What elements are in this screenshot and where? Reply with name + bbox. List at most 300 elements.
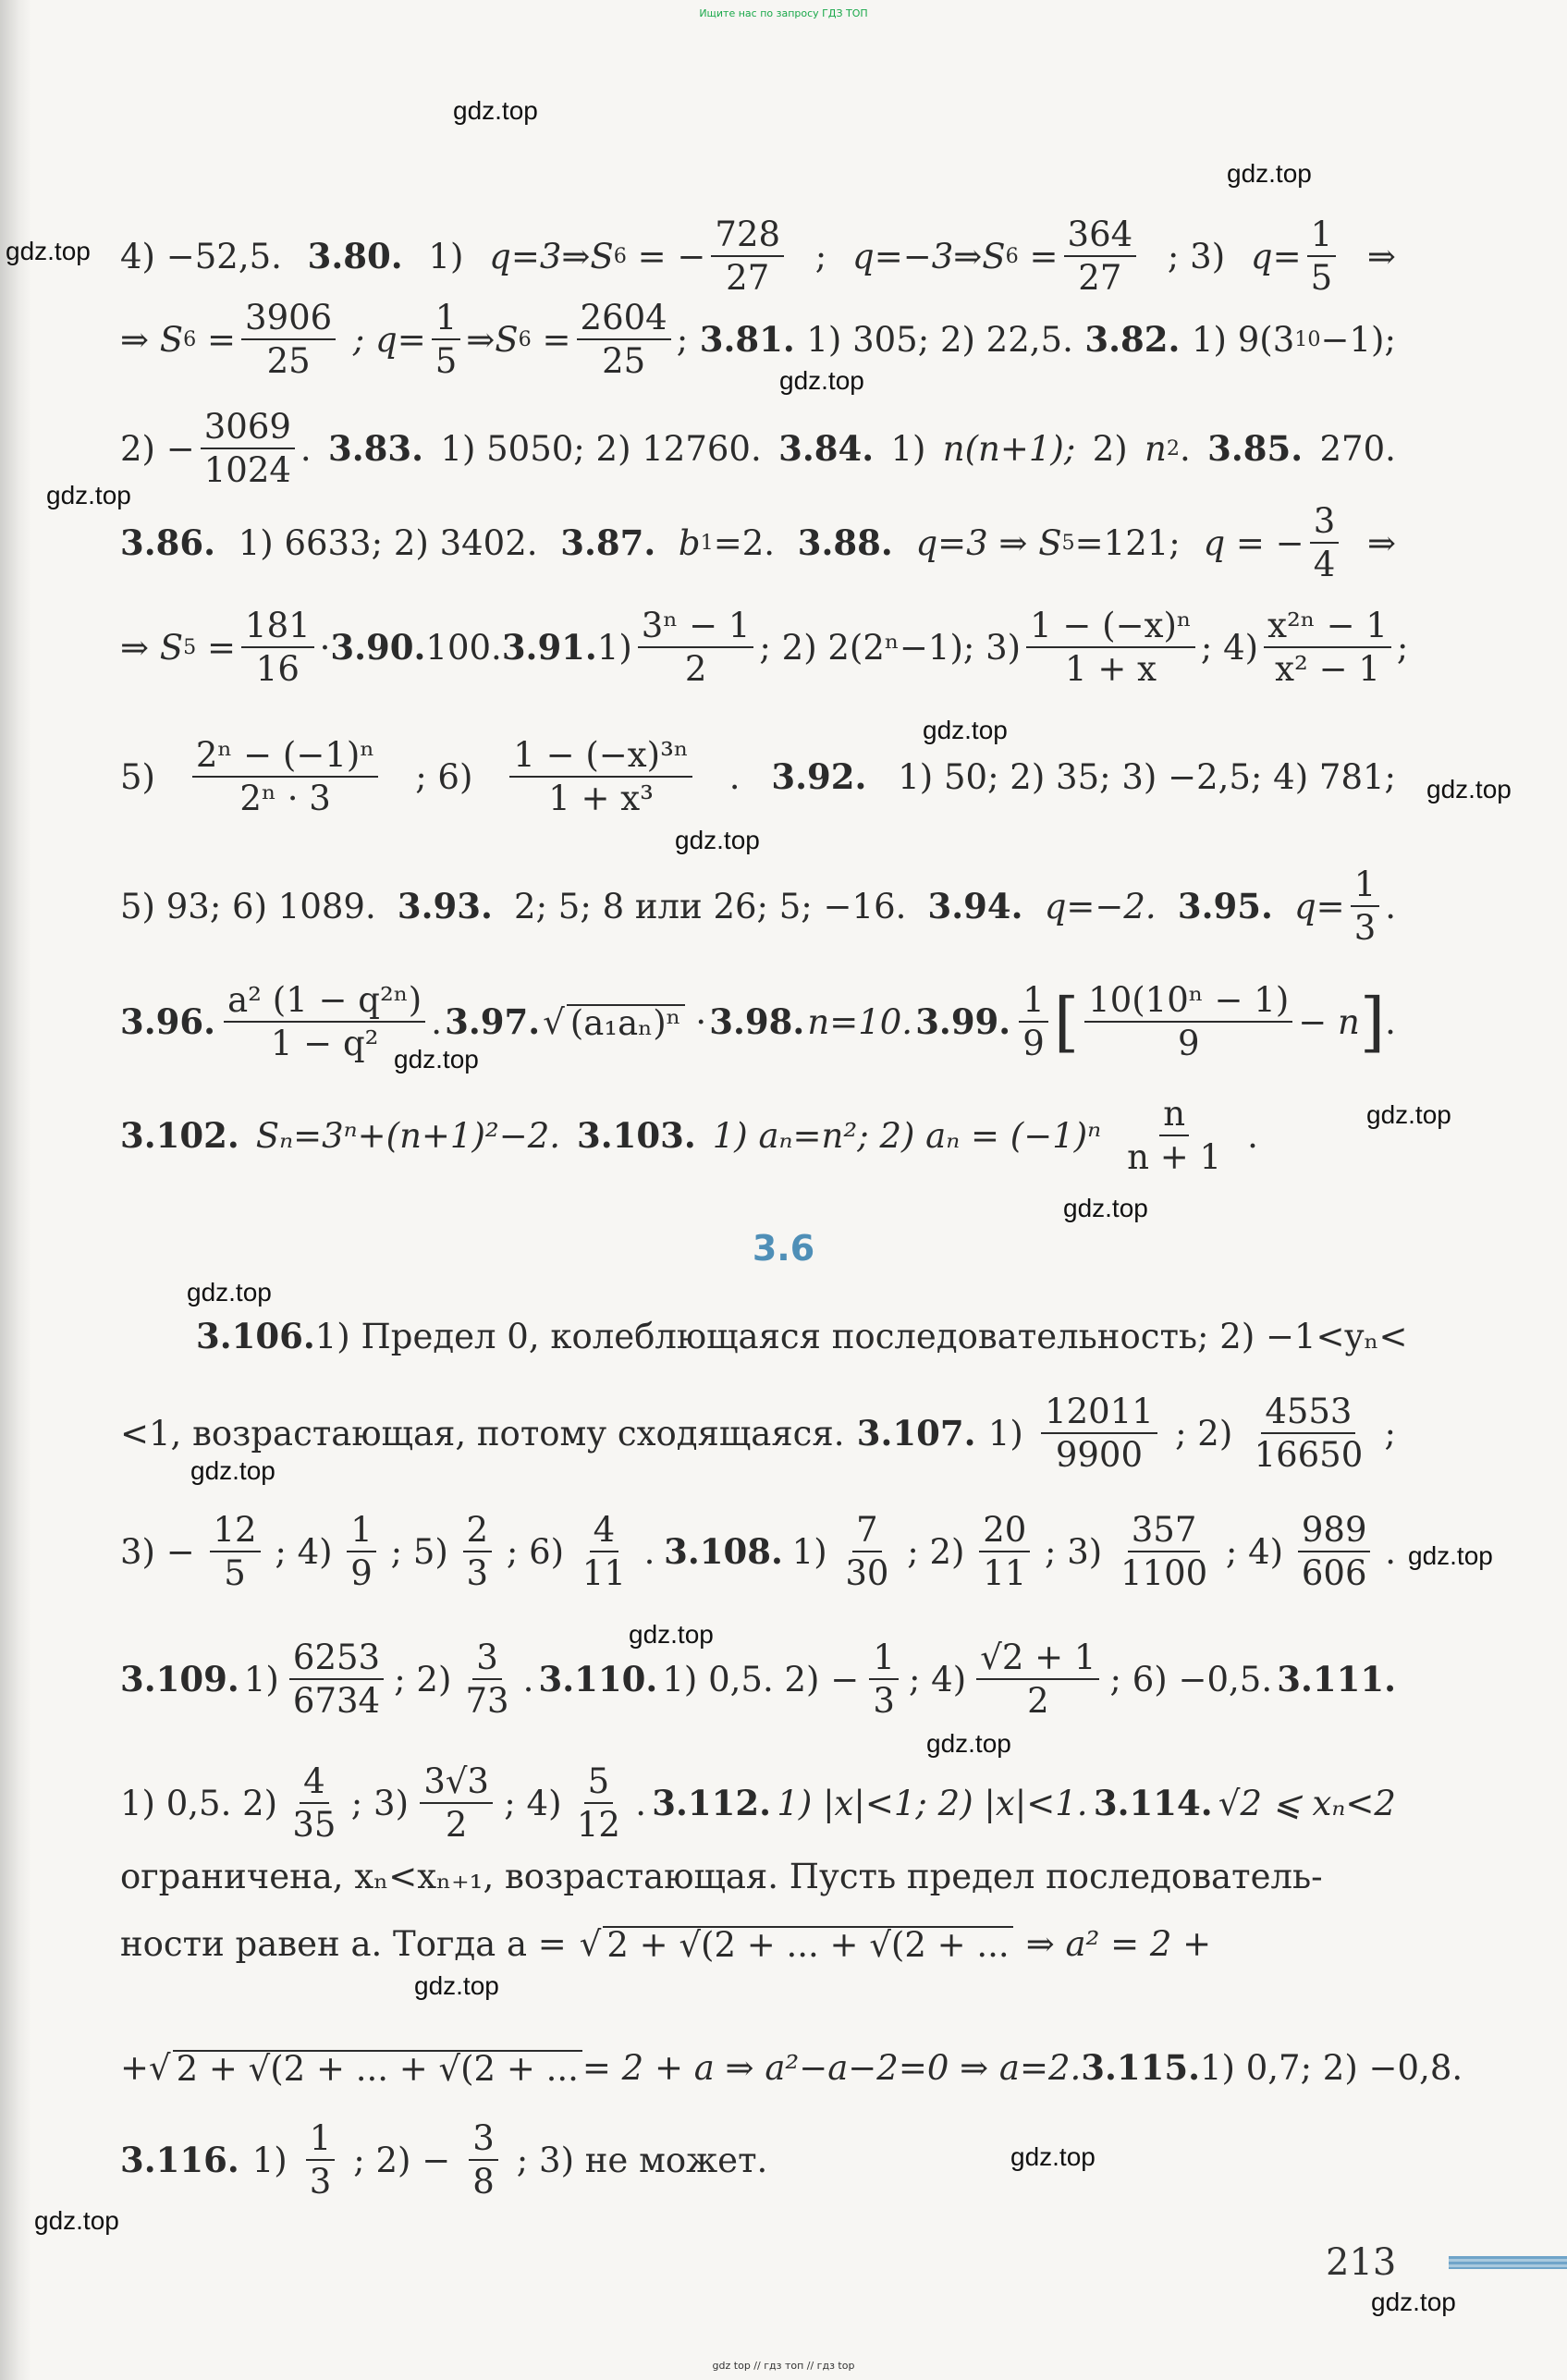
problem-number: 3.97.	[445, 1000, 541, 1042]
problem-number: 3.84.	[778, 427, 875, 469]
expression	[1250, 215, 1341, 298]
fraction	[224, 980, 425, 1063]
text: .	[431, 1001, 442, 1042]
fraction	[1264, 606, 1391, 689]
text: 1)	[243, 1659, 279, 1699]
fraction	[841, 1510, 892, 1593]
fraction	[1117, 1510, 1211, 1593]
expression: √ (a₁aₙ)ⁿ ·	[543, 1001, 707, 1043]
text: − n	[1298, 1001, 1360, 1042]
numerator: 1	[306, 2121, 336, 2161]
numerator: 728	[711, 217, 784, 257]
exponent: 10	[1294, 326, 1321, 351]
problem-number: 3.90.	[330, 626, 426, 668]
problem-number: 3.80.	[307, 235, 403, 276]
text: ; 2)	[1175, 1413, 1233, 1454]
text: 1) 305; 2) 22,5.	[806, 319, 1073, 360]
fraction	[711, 215, 784, 298]
answer-line-16	[120, 1916, 1396, 1971]
fraction	[1026, 606, 1195, 689]
expression	[1294, 865, 1396, 948]
numerator: 5	[584, 1764, 614, 1804]
text: ; 4)	[1200, 627, 1259, 668]
text: <1, возрастающая, потому сходящаяся.	[120, 1413, 845, 1454]
denominator: 25	[266, 341, 311, 381]
denominator: 3	[873, 1681, 895, 1721]
denominator: 11	[983, 1553, 1027, 1593]
denominator: 25	[602, 341, 646, 381]
answer-line-7	[120, 860, 1396, 952]
expression	[489, 215, 790, 298]
text: 1) 0,7; 2) −0,8.	[1200, 2047, 1463, 2088]
expression: ; q= $\frac{1}{5}$ ⇒S 6 = $\frac{2604}{25}$ ;	[352, 298, 689, 381]
fraction	[509, 735, 692, 818]
fraction	[1084, 980, 1292, 1063]
denominator: 1 − q²	[270, 1024, 379, 1063]
denominator: 5	[1310, 258, 1333, 298]
text: 1) 0,5. 2)	[120, 1783, 278, 1823]
text: 1)	[890, 428, 926, 469]
numerator: a² (1 − q²ⁿ)	[224, 983, 425, 1023]
fraction	[201, 407, 295, 490]
expression	[678, 522, 776, 563]
watermark: gdz.top	[1371, 2288, 1456, 2316]
text: 1) 5050; 2) 12760.	[440, 428, 762, 469]
text: ;	[1384, 1413, 1396, 1454]
numerator: 2	[463, 1513, 493, 1552]
expression	[120, 298, 341, 381]
denominator: 4	[1313, 545, 1336, 584]
text: ⇒ S	[120, 627, 184, 668]
watermark: gdz.top	[1366, 1100, 1451, 1129]
denominator: 73	[465, 1681, 509, 1721]
answer-line-1	[120, 215, 1396, 298]
text: 5) 93; 6) 1089.	[120, 886, 376, 926]
watermark: gdz.top	[34, 2206, 119, 2235]
problem-number: 3.94.	[927, 885, 1023, 926]
bottom-banner: gdz top // гдз топ // гдз top	[712, 2360, 855, 2372]
text: Sₙ=3ⁿ+(n+1)²−2.	[255, 1115, 561, 1156]
denominator: 9900	[1055, 1435, 1144, 1475]
text: 1) Предел 0, колеблющаяся последовательность; 2) −1<yₙ<	[314, 1316, 1408, 1356]
fraction	[420, 1761, 493, 1845]
numerator: √2 + 1	[976, 1640, 1099, 1680]
text: = −	[637, 236, 706, 276]
text: n=10.	[807, 1001, 913, 1042]
fraction	[1019, 980, 1048, 1063]
watermark: gdz.top	[1227, 159, 1312, 188]
watermark: gdz.top	[187, 1278, 272, 1307]
numerator: 20	[979, 1513, 1030, 1552]
denominator: 9	[350, 1553, 373, 1593]
text: ; 3)	[350, 1783, 409, 1823]
fraction	[1041, 1392, 1157, 1475]
problem-number: 3.103.	[577, 1114, 696, 1156]
numerator: 4	[590, 1513, 619, 1552]
expression	[1203, 501, 1344, 584]
numerator: 7	[852, 1513, 882, 1552]
denominator: 5	[224, 1553, 246, 1593]
text: ⇒S	[466, 319, 519, 360]
numerator: 364	[1064, 217, 1137, 257]
text: 2) −	[120, 428, 195, 469]
answer-line-17	[120, 2040, 1463, 2095]
numerator: 989	[1298, 1513, 1371, 1552]
answer-line-9	[120, 1089, 1396, 1182]
answer-line-2	[120, 298, 1396, 381]
answer-line-6	[120, 730, 1396, 823]
problem-number: 3.86.	[120, 521, 215, 563]
text: q=3⇒S	[489, 236, 614, 276]
text: q=3 ⇒ S	[915, 522, 1062, 563]
text: .	[522, 1659, 534, 1699]
expression: $\frac{1}{9}$ [ $\frac{\text{10(10ⁿ − 1)}}{9}$ − n ] .	[1013, 983, 1396, 1061]
answer-line-14	[120, 1757, 1396, 1849]
text: 2)	[1092, 428, 1128, 469]
sqrt-radicand: 2 + √(2 + ... + √(2 + ...	[173, 2050, 582, 2086]
denominator: 1024	[203, 450, 291, 490]
text: =	[207, 627, 237, 668]
exponent: 2	[1166, 436, 1181, 460]
sqrt-radicand: 2 + √(2 + ... + √(2 + ...	[603, 1926, 1012, 1962]
text: +	[120, 2047, 150, 2088]
answer-line-8	[120, 971, 1396, 1073]
problem-number: 3.110.	[538, 1658, 658, 1699]
text: 1)	[251, 2140, 288, 2180]
text: ; 2)	[394, 1659, 452, 1699]
expression	[915, 522, 1181, 563]
text: n	[1145, 428, 1167, 469]
denominator: 16	[255, 649, 300, 689]
problem-number: 3.111.	[1277, 1658, 1396, 1699]
subscript: 5	[183, 634, 197, 659]
numerator: 181	[241, 608, 314, 648]
text: ⇒	[1366, 522, 1396, 563]
answer-line-10	[196, 1313, 1408, 1359]
expression	[596, 606, 760, 689]
denominator: 11	[582, 1553, 626, 1593]
fraction	[1310, 501, 1340, 584]
denominator: 5	[435, 341, 458, 381]
numerator: 2ⁿ − (−1)ⁿ	[192, 738, 379, 778]
watermark: gdz.top	[6, 237, 91, 265]
text: =	[207, 319, 237, 360]
problem-number: 3.92.	[771, 755, 867, 797]
text: .	[1385, 1001, 1396, 1042]
text: .	[300, 428, 312, 469]
text: 1) 9(3	[1192, 319, 1295, 360]
watermark: gdz.top	[629, 1620, 714, 1649]
numerator: 1	[347, 1513, 376, 1552]
text: =	[1029, 236, 1059, 276]
text: ·	[695, 1001, 707, 1042]
text: 1)	[596, 627, 632, 668]
fraction	[1064, 215, 1137, 298]
text: ; 4)	[504, 1783, 562, 1823]
watermark: gdz.top	[46, 481, 131, 509]
answer-line-11	[120, 1387, 1396, 1479]
answer-line-15	[120, 1853, 1396, 1899]
text: ; 4)	[1225, 1531, 1284, 1572]
problem-number: 3.107.	[856, 1412, 976, 1454]
numerator: 12	[210, 1513, 261, 1552]
text: .	[1385, 886, 1396, 926]
watermark: gdz.top	[675, 826, 760, 854]
expression	[120, 407, 312, 490]
denominator: 2	[1027, 1681, 1049, 1721]
numerator: 3√3	[420, 1764, 493, 1804]
answer-line-18	[120, 2114, 1396, 2206]
text: 1)	[791, 1531, 827, 1572]
fraction	[469, 2118, 498, 2202]
text: .	[728, 756, 741, 797]
denominator: 2	[445, 1805, 468, 1845]
watermark: gdz.top	[923, 716, 1008, 744]
text: ; 4)	[908, 1659, 967, 1699]
expression	[1192, 319, 1396, 360]
subscript: 1	[700, 530, 714, 555]
text: ; 2) −	[353, 2140, 451, 2180]
numerator: 357	[1128, 1513, 1201, 1552]
top-banner: Ищите нас по запросу ГДЗ ТОП	[699, 7, 868, 19]
numerator: 1	[1307, 217, 1337, 257]
answer-line-3	[120, 407, 1396, 490]
text: .	[1180, 428, 1191, 469]
text: 1)	[987, 1413, 1023, 1454]
expression	[852, 215, 1142, 298]
text: 3) −	[120, 1531, 195, 1572]
numerator: 1	[432, 301, 461, 340]
denominator: 2	[684, 649, 707, 689]
watermark: gdz.top	[1408, 1541, 1493, 1570]
text: ·	[319, 627, 331, 668]
numerator: 4553	[1261, 1394, 1355, 1434]
problem-number: 3.96.	[120, 1000, 215, 1042]
problem-number: 3.109.	[120, 1658, 239, 1699]
text: ; 6)	[506, 1531, 565, 1572]
denominator: 9	[1022, 1024, 1045, 1063]
fraction	[976, 1638, 1099, 1721]
fraction	[577, 298, 671, 381]
fraction	[869, 1638, 899, 1721]
problem-number: 3.91.	[501, 626, 597, 668]
text: ⇒ S	[120, 319, 184, 360]
watermark: gdz.top	[926, 1729, 1011, 1758]
fraction	[306, 2118, 336, 2202]
problem-number: 3.99.	[915, 1000, 1011, 1042]
expression	[218, 980, 442, 1063]
fraction	[1298, 1510, 1371, 1593]
fraction	[573, 1761, 624, 1845]
text: ; q=	[352, 319, 426, 360]
denominator: 3	[466, 1553, 489, 1593]
answer-line-12	[120, 1505, 1396, 1598]
problem-number: 3.88.	[797, 521, 893, 563]
book-spine-shadow	[0, 0, 31, 2380]
numerator: 1	[1351, 867, 1380, 907]
text: 1) 50; 2) 35; 3) −2,5; 4) 781;	[898, 756, 1396, 797]
text: ⇒	[1366, 236, 1396, 276]
subscript: 6	[1005, 243, 1019, 268]
numerator: 12011	[1041, 1394, 1157, 1434]
numerator: 1 − (−x)³ⁿ	[509, 738, 692, 778]
denominator: 27	[726, 258, 770, 298]
expression	[1145, 428, 1191, 469]
page-number: 213	[1326, 2241, 1397, 2284]
text: 4) −52,5.	[120, 236, 282, 276]
text: ограничена, xₙ<xₙ₊₁, возрастающая. Пусть предел последователь-	[120, 1856, 1323, 1896]
fraction	[1123, 1094, 1225, 1177]
numerator: 1	[869, 1640, 899, 1680]
text: q=	[1294, 886, 1345, 926]
denominator: 1 + x	[1065, 649, 1157, 689]
numerator: 3	[469, 2121, 498, 2161]
watermark: gdz.top	[190, 1456, 275, 1485]
fraction	[461, 1638, 512, 1721]
expression: + √ 2 + √(2 + ... + √(2 + ...	[120, 2050, 582, 2086]
denominator: 9	[1177, 1024, 1200, 1063]
text: 100.	[425, 627, 502, 668]
problem-number: 3.81.	[699, 318, 795, 360]
text: −1);	[1320, 319, 1396, 360]
problem-number: 3.82.	[1084, 318, 1181, 360]
problem-number: 3.114.	[1093, 1782, 1213, 1823]
sqrt-radicand: (a₁aₙ)ⁿ	[567, 1004, 685, 1040]
fraction	[241, 606, 314, 689]
text: ⇒ a² = 2 +	[1025, 1923, 1212, 1964]
numerator: 3	[1310, 504, 1340, 544]
numerator: 4	[300, 1764, 329, 1804]
text: ; 2) 2(2ⁿ−1); 3)	[759, 627, 1022, 668]
text: ; 3)	[1045, 1531, 1103, 1572]
text: .	[643, 1531, 655, 1572]
watermark: gdz.top	[1426, 775, 1512, 804]
numerator: x²ⁿ − 1	[1264, 608, 1391, 648]
text: 1) |x|<1; 2) |x|<1.	[777, 1783, 1088, 1823]
text: q=−3⇒S	[852, 236, 1006, 276]
subscript: 6	[183, 326, 197, 351]
numerator: 3069	[201, 410, 295, 449]
text: √2 ⩽ xₙ<2	[1218, 1783, 1396, 1823]
fraction	[1307, 215, 1337, 298]
denominator: 16650	[1254, 1435, 1364, 1475]
denominator: 30	[845, 1553, 889, 1593]
problem-number: 3.93.	[397, 885, 493, 926]
text: ;	[814, 236, 827, 276]
denominator: n + 1	[1127, 1137, 1222, 1177]
problem-number: 3.106.	[196, 1315, 315, 1356]
text: ности равен a. Тогда a =	[120, 1923, 567, 1964]
numerator: 3906	[241, 301, 336, 340]
text: .	[1247, 1115, 1258, 1156]
text: = 2 + a ⇒ a²−a−2=0 ⇒ a=2.	[582, 2047, 1082, 2088]
fraction	[192, 735, 379, 818]
text: ; 3) не может.	[516, 2140, 768, 2180]
answer-line-13	[120, 1633, 1396, 1725]
problem-number: 3.83.	[328, 427, 424, 469]
numerator: 1	[1019, 983, 1048, 1023]
text: .	[1385, 1531, 1396, 1572]
fraction	[463, 1510, 493, 1593]
text: 1) aₙ=n²; 2) aₙ = (−1)ⁿ	[712, 1115, 1102, 1156]
numerator: n	[1159, 1097, 1189, 1136]
denominator: 3	[1353, 908, 1377, 948]
denominator: 1 + x³	[548, 779, 654, 818]
text: n(n+1);	[942, 428, 1076, 469]
denominator: 3	[309, 2162, 332, 2202]
text: 2; 5; 8 или 26; 5; −16.	[514, 886, 907, 926]
denominator: 2ⁿ · 3	[239, 779, 331, 818]
text: =2.	[713, 522, 776, 563]
text: 1) 6633; 2) 3402.	[238, 522, 538, 563]
text: ;	[1396, 627, 1409, 668]
denominator: 1100	[1120, 1553, 1208, 1593]
text: q=	[1250, 236, 1302, 276]
numerator: 3ⁿ − 1	[638, 608, 754, 648]
expression	[120, 606, 331, 689]
fraction	[432, 298, 461, 381]
fraction	[979, 1510, 1030, 1593]
denominator: 12	[576, 1805, 620, 1845]
subscript: 6	[518, 326, 532, 351]
problem-number: 3.85.	[1207, 427, 1304, 469]
numerator: 3	[472, 1640, 502, 1680]
denominator: 8	[472, 2162, 495, 2202]
subscript: 6	[613, 243, 627, 268]
numerator: 6253	[289, 1640, 384, 1680]
fraction	[288, 1761, 339, 1845]
problem-number: 3.112.	[652, 1782, 772, 1823]
subscript: 5	[1061, 530, 1075, 555]
watermark: gdz.top	[453, 96, 538, 125]
section-title: 3.6	[752, 1228, 815, 1269]
numerator: 1 − (−x)ⁿ	[1026, 608, 1195, 648]
text: ; 6) −0,5.	[1109, 1659, 1273, 1699]
denominator: 6734	[292, 1681, 381, 1721]
page-number-bar	[1449, 2256, 1567, 2269]
fraction	[347, 1510, 376, 1593]
watermark: gdz.top	[1063, 1194, 1148, 1222]
text: 270.	[1319, 428, 1396, 469]
answer-line-4	[120, 501, 1396, 584]
denominator: 606	[1301, 1553, 1367, 1593]
numerator: 2604	[577, 301, 671, 340]
text: b	[678, 522, 701, 563]
problem-number: 3.108.	[664, 1530, 783, 1572]
text: ; 3)	[1167, 236, 1226, 276]
numerator: 10(10ⁿ − 1)	[1084, 983, 1292, 1023]
answer-line-5	[120, 601, 1409, 693]
fraction	[1351, 865, 1380, 948]
fraction	[579, 1510, 630, 1593]
denominator: x² − 1	[1275, 649, 1380, 689]
watermark: gdz.top	[779, 366, 864, 395]
fraction	[1251, 1392, 1367, 1475]
problem-number: 3.115.	[1081, 2046, 1200, 2088]
text: 1) 0,5. 2) −	[662, 1659, 860, 1699]
fraction	[241, 298, 336, 381]
text: ; 2)	[907, 1531, 965, 1572]
denominator: 27	[1078, 258, 1122, 298]
fraction	[289, 1638, 384, 1721]
problem-number: 3.102.	[120, 1114, 239, 1156]
text: ; 6)	[415, 756, 473, 797]
denominator: 35	[292, 1805, 337, 1845]
fraction	[638, 606, 754, 689]
expression: √ 2 + √(2 + ... + √(2 + ...	[580, 1926, 1013, 1962]
text: =121;	[1074, 522, 1181, 563]
text: q=−2.	[1044, 886, 1157, 926]
